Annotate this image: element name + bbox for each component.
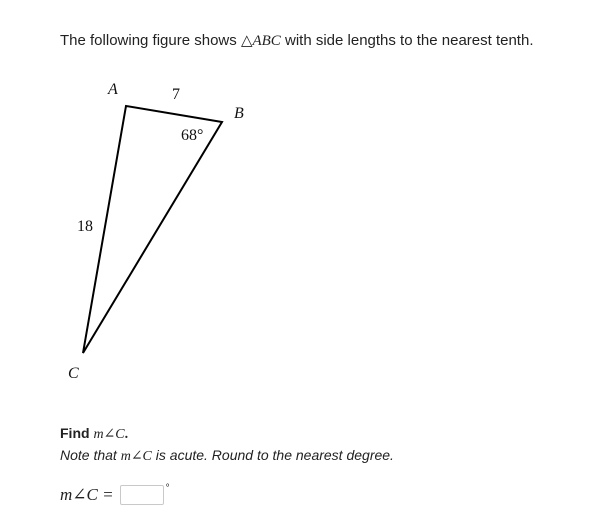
answer-row — [60, 482, 170, 505]
angle-b-measure: 68° — [181, 127, 204, 144]
answer-input[interactable] — [120, 485, 164, 505]
find-target: m∠C — [93, 427, 125, 442]
prompt-text-after: with side lengths to the nearest tenth. — [280, 32, 534, 49]
note-instruction — [60, 445, 394, 467]
degree-unit: ° — [165, 482, 170, 494]
vertex-label-b: B — [234, 105, 244, 122]
vertex-label-a: A — [108, 81, 118, 98]
note-after: is acute. Round to the nearest degree. — [151, 447, 394, 463]
find-instruction — [60, 423, 394, 445]
side-ac-length: 18 — [77, 218, 93, 235]
prompt-text-before: The following figure shows — [60, 32, 241, 49]
note-target: m∠C — [120, 449, 152, 464]
question-block — [60, 423, 394, 467]
find-end: . — [124, 427, 129, 442]
triangle-name: ABC — [252, 33, 281, 49]
find-word: Find — [60, 425, 94, 441]
vertex-label-c: C — [68, 365, 79, 382]
answer-label: m∠C = — [60, 485, 114, 504]
side-ab-length: 7 — [172, 86, 180, 103]
triangle-symbol: △ — [240, 31, 253, 49]
note-before: Note that — [60, 447, 121, 463]
